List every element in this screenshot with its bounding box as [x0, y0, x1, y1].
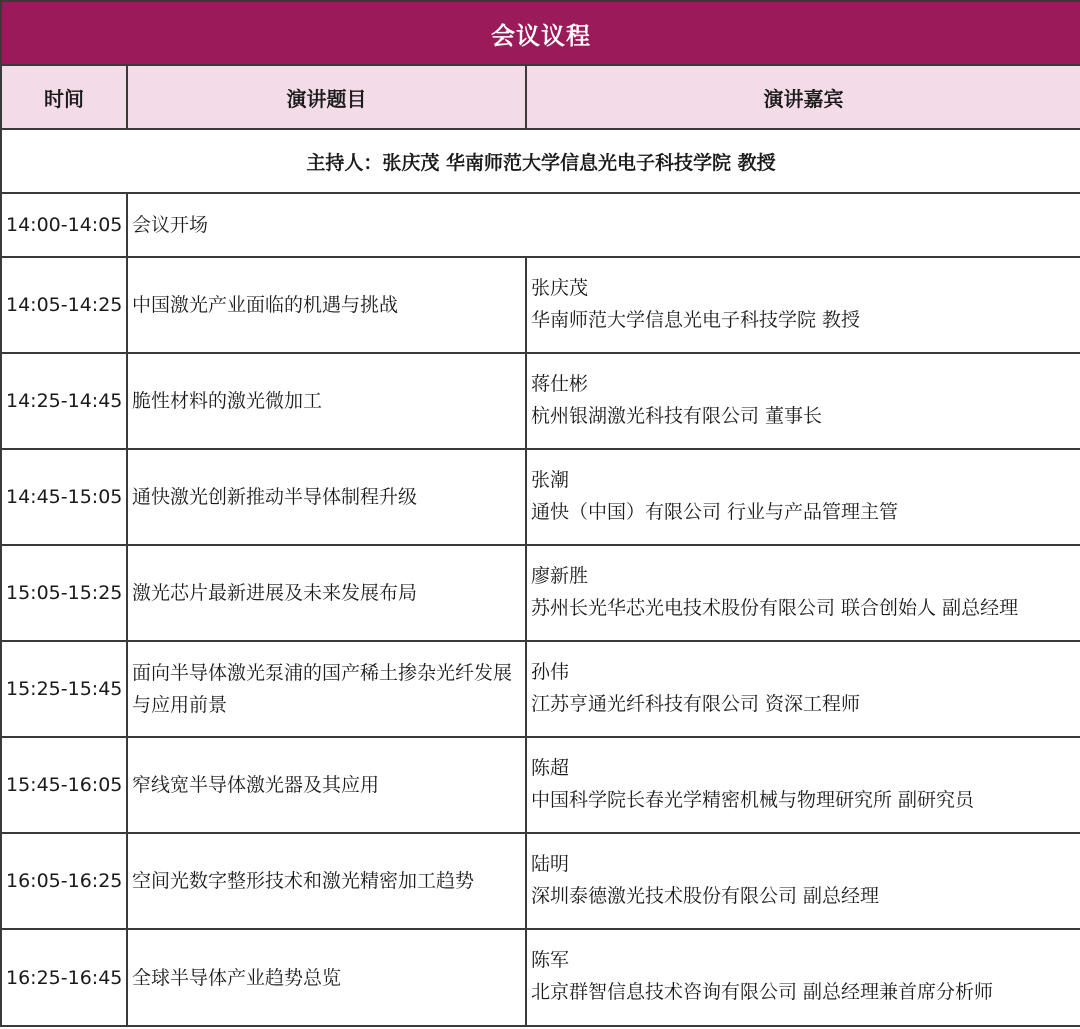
table-row	[1, 833, 1080, 929]
session-time: 16:25-16:45	[1, 929, 127, 1026]
speaker-affiliation: 江苏亨通光纤科技有限公司 资深工程师	[531, 693, 861, 715]
table-row	[1, 353, 1080, 449]
speaker-name: 陆明	[531, 853, 570, 875]
speaker-affiliation: 苏州长光华芯光电技术股份有限公司 联合创始人 副总经理	[531, 597, 1019, 619]
header-time: 时间	[1, 65, 127, 129]
session-time: 15:05-15:25	[1, 545, 127, 641]
table-row	[1, 545, 1080, 641]
table-row	[1, 257, 1080, 353]
session-time: 14:45-15:05	[1, 449, 127, 545]
speaker-name: 张潮	[531, 469, 570, 491]
session-topic: 激光芯片最新进展及未来发展布局	[127, 545, 526, 641]
speaker-affiliation: 深圳泰德激光技术股份有限公司 副总经理	[531, 885, 880, 907]
session-speaker	[526, 449, 1080, 545]
agenda-title: 会议议程	[1, 1, 1080, 65]
host-row	[1, 129, 1080, 193]
session-speaker	[526, 545, 1080, 641]
speaker-name: 张庆茂	[531, 277, 589, 299]
session-speaker	[526, 833, 1080, 929]
session-time: 15:25-15:45	[1, 641, 127, 737]
speaker-name: 蒋仕彬	[531, 373, 589, 395]
table-row	[1, 193, 1080, 257]
session-speaker	[526, 737, 1080, 833]
speaker-name: 陈军	[531, 949, 570, 971]
session-speaker	[526, 641, 1080, 737]
session-topic: 会议开场	[127, 193, 1080, 257]
session-time: 14:05-14:25	[1, 257, 127, 353]
speaker-affiliation: 通快（中国）有限公司 行业与产品管理主管	[531, 501, 899, 523]
table-row	[1, 737, 1080, 833]
session-topic: 面向半导体激光泵浦的国产稀土掺杂光纤发展与应用前景	[127, 641, 526, 737]
title-row	[1, 1, 1080, 65]
session-topic: 中国激光产业面临的机遇与挑战	[127, 257, 526, 353]
speaker-name: 陈超	[531, 757, 570, 779]
session-topic: 全球半导体产业趋势总览	[127, 929, 526, 1026]
table-row	[1, 449, 1080, 545]
speaker-affiliation: 北京群智信息技术咨询有限公司 副总经理兼首席分析师	[531, 981, 994, 1003]
speaker-affiliation: 中国科学院长春光学精密机械与物理研究所 副研究员	[531, 789, 975, 811]
speaker-name: 孙伟	[531, 661, 570, 683]
header-row	[1, 65, 1080, 129]
session-time: 14:00-14:05	[1, 193, 127, 257]
host-info: 主持人：张庆茂 华南师范大学信息光电子科技学院 教授	[1, 129, 1080, 193]
session-time: 15:45-16:05	[1, 737, 127, 833]
session-time: 14:25-14:45	[1, 353, 127, 449]
session-speaker	[526, 929, 1080, 1026]
session-topic: 窄线宽半导体激光器及其应用	[127, 737, 526, 833]
table-row	[1, 641, 1080, 737]
session-topic: 脆性材料的激光微加工	[127, 353, 526, 449]
table-row	[1, 929, 1080, 1026]
session-time: 16:05-16:25	[1, 833, 127, 929]
session-topic: 通快激光创新推动半导体制程升级	[127, 449, 526, 545]
speaker-affiliation: 华南师范大学信息光电子科技学院 教授	[531, 309, 861, 331]
header-speaker: 演讲嘉宾	[526, 65, 1080, 129]
speaker-name: 廖新胜	[531, 565, 589, 587]
session-topic: 空间光数字整形技术和激光精密加工趋势	[127, 833, 526, 929]
session-speaker	[526, 353, 1080, 449]
session-speaker	[526, 257, 1080, 353]
header-topic: 演讲题目	[127, 65, 526, 129]
speaker-affiliation: 杭州银湖激光科技有限公司 董事长	[531, 405, 823, 427]
